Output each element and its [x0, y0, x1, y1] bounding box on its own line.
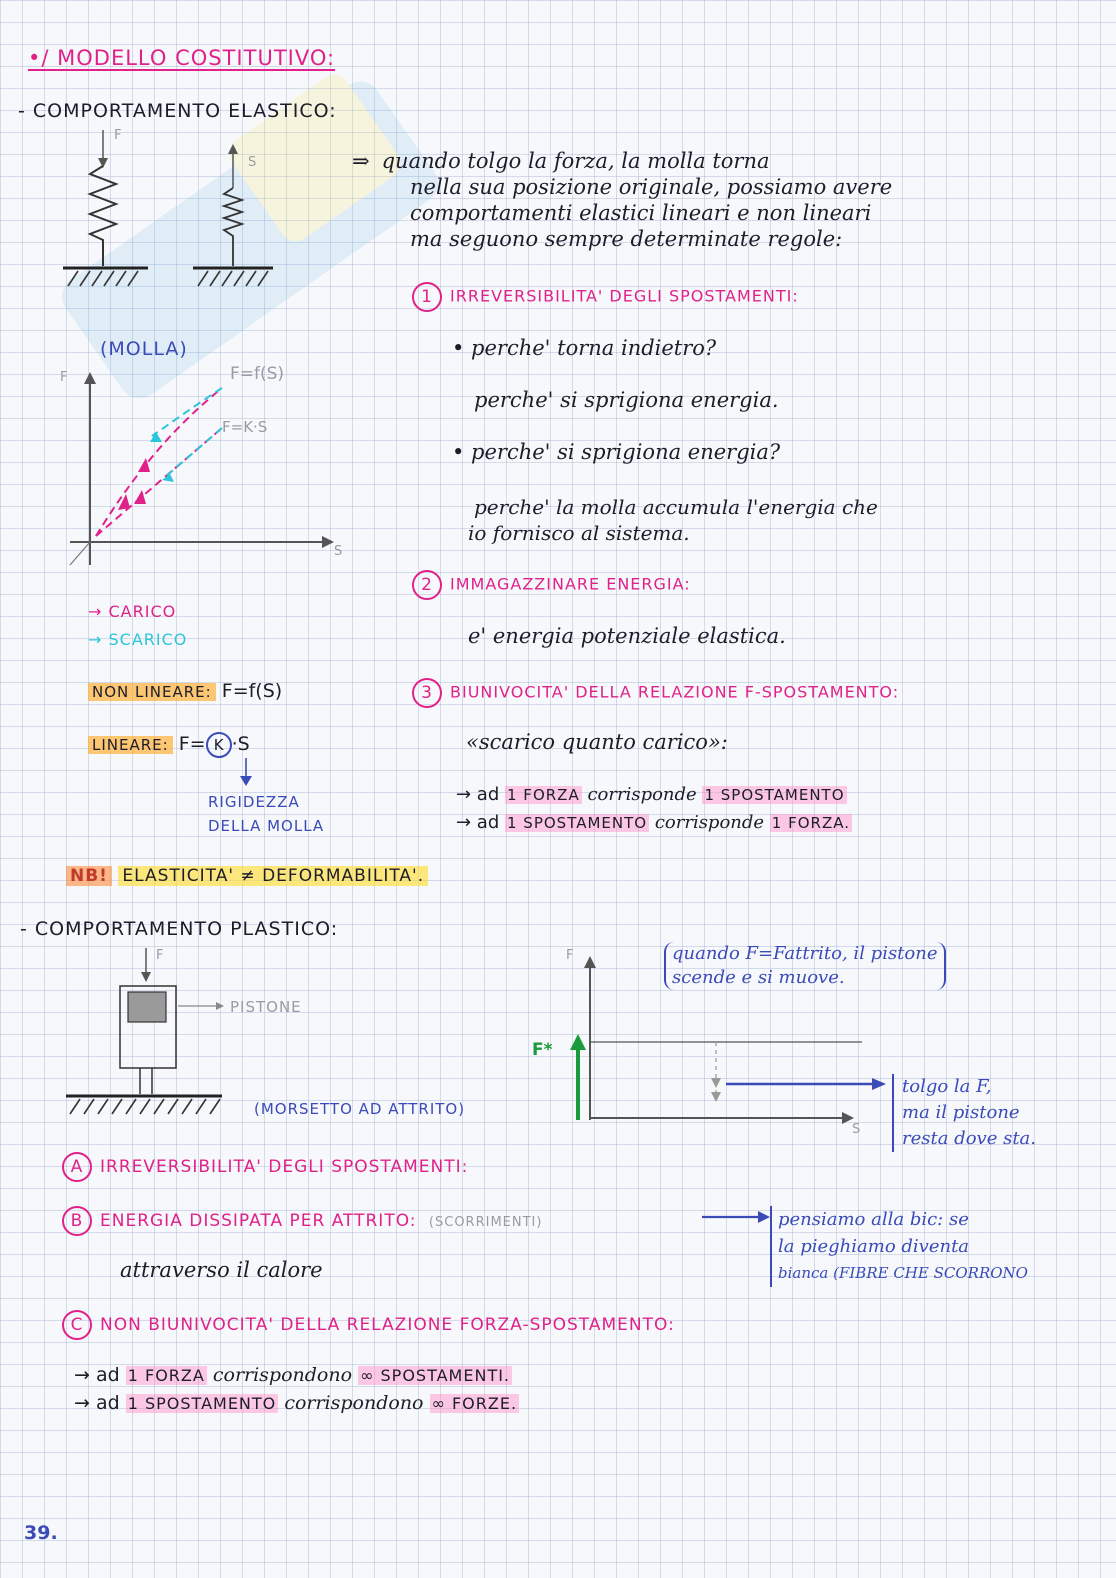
elastic-heading: - COMPORTAMENTO ELASTICO: — [18, 100, 337, 122]
stiffness-circle: K — [206, 732, 232, 758]
spring-displacement-label: S — [248, 155, 257, 170]
piston-drawing — [62, 946, 242, 1126]
question-2: • perche' si sprigiona energia? — [452, 440, 781, 464]
answer-1: perche' si sprigiona energia. — [474, 388, 779, 412]
chart-axis-s: S — [334, 544, 343, 559]
legend-load: → CARICO — [88, 602, 177, 621]
nb-note: NB! ELASTICITA' ≠ DEFORMABILITA'. — [66, 866, 428, 886]
piston-force-label: F — [156, 948, 164, 963]
linear-relation: LINEARE: F= K ·S — [88, 732, 250, 758]
question-1: • perche' torna indietro? — [452, 336, 717, 360]
spring-chart — [60, 370, 350, 570]
release-arrowhead — [872, 1076, 888, 1092]
springs-drawing — [58, 126, 288, 306]
spring-chart-label: (MOLLA) — [100, 338, 188, 360]
friction-note: quando F=Fattrito, il pistone scende e si muove. — [664, 942, 946, 990]
curve-linear-label: F=K·S — [222, 418, 268, 436]
friction-axis-s: S — [852, 1122, 861, 1137]
plastic-correspondence-2: → ad 1 SPOSTAMENTO corrispondono ∞ FORZE. — [74, 1392, 518, 1414]
legend-unload: → SCARICO — [88, 630, 188, 649]
plastic-correspondence-1: → ad 1 FORZA corrispondono ∞ SPOSTAMENTI. — [74, 1364, 511, 1386]
piston-label: PISTONE — [230, 998, 302, 1016]
elastic-point-3: 3 BIUNIVOCITA' DELLA RELAZIONE F-SPOSTAMENTO: — [412, 678, 899, 708]
point-b-text: attraverso il calore — [120, 1258, 323, 1282]
title-marker: •/ — [28, 46, 58, 70]
elastic-point-2: 2 IMMAGAZZINARE ENERGIA: — [412, 570, 691, 600]
spring-force-label: F — [114, 128, 122, 143]
rigidity-arrow — [236, 758, 256, 788]
nonlinear-relation: NON LINEARE: F=f(S) — [88, 680, 282, 702]
plastic-point-c: C NON BIUNIVOCITA' DELLA RELAZIONE FORZA-SPOSTAMENTO: — [62, 1310, 675, 1340]
release-note: tolgo la F, ma il pistone resta dove sta. — [892, 1074, 1036, 1152]
bic-note: pensiamo alla bic: se la pieghiamo diventa bianca (FIBRE CHE SCORRONO — [770, 1206, 1028, 1287]
clamp-label: (MORSETTO AD ATTRITO) — [254, 1100, 466, 1118]
plastic-point-b: B ENERGIA DISSIPATA PER ATTRITO: (SCORRIMENTI) — [62, 1206, 542, 1236]
elastic-intro: ⇒ quando tolgo la forza, la molla torna nella sua posizione originale, possiamo avere comportamenti elastici lineari e non lineari ma seguono sempre determinate regole: — [352, 149, 893, 251]
curve-nonlinear-label: F=f(S) — [230, 364, 285, 384]
friction-axis-f: F — [566, 948, 574, 963]
elastic-correspondence-1: → ad 1 FORZA corrisponde 1 SPOSTAMENTO — [456, 784, 845, 805]
quote-unload-load: «scarico quanto carico»: — [466, 730, 728, 754]
answer-2: perche' la molla accumula l'energia che io fornisco al sistema. — [468, 495, 878, 545]
chart-axis-f: F — [60, 370, 68, 385]
page-number: 39. — [24, 1522, 58, 1544]
plastic-point-a: A IRREVERSIBILITA' DEGLI SPOSTAMENTI: — [62, 1152, 468, 1182]
dissipation-arrow — [702, 1210, 772, 1224]
plastic-heading: - COMPORTAMENTO PLASTICO: — [20, 918, 339, 940]
page-title: •/ MODELLO COSTITUTIVO: — [28, 46, 336, 70]
rigidity-label: RIGIDEZZA DELLA MOLLA — [208, 793, 325, 835]
elastic-correspondence-2: → ad 1 SPOSTAMENTO corrisponde 1 FORZA. — [456, 812, 851, 833]
point-2-text: e' energia potenziale elastica. — [468, 624, 786, 648]
f-star-label: F* — [532, 1040, 553, 1060]
nb-tag: NB! — [66, 866, 112, 886]
elastic-point-1: 1 IRREVERSIBILITA' DEGLI SPOSTAMENTI: — [412, 282, 799, 312]
